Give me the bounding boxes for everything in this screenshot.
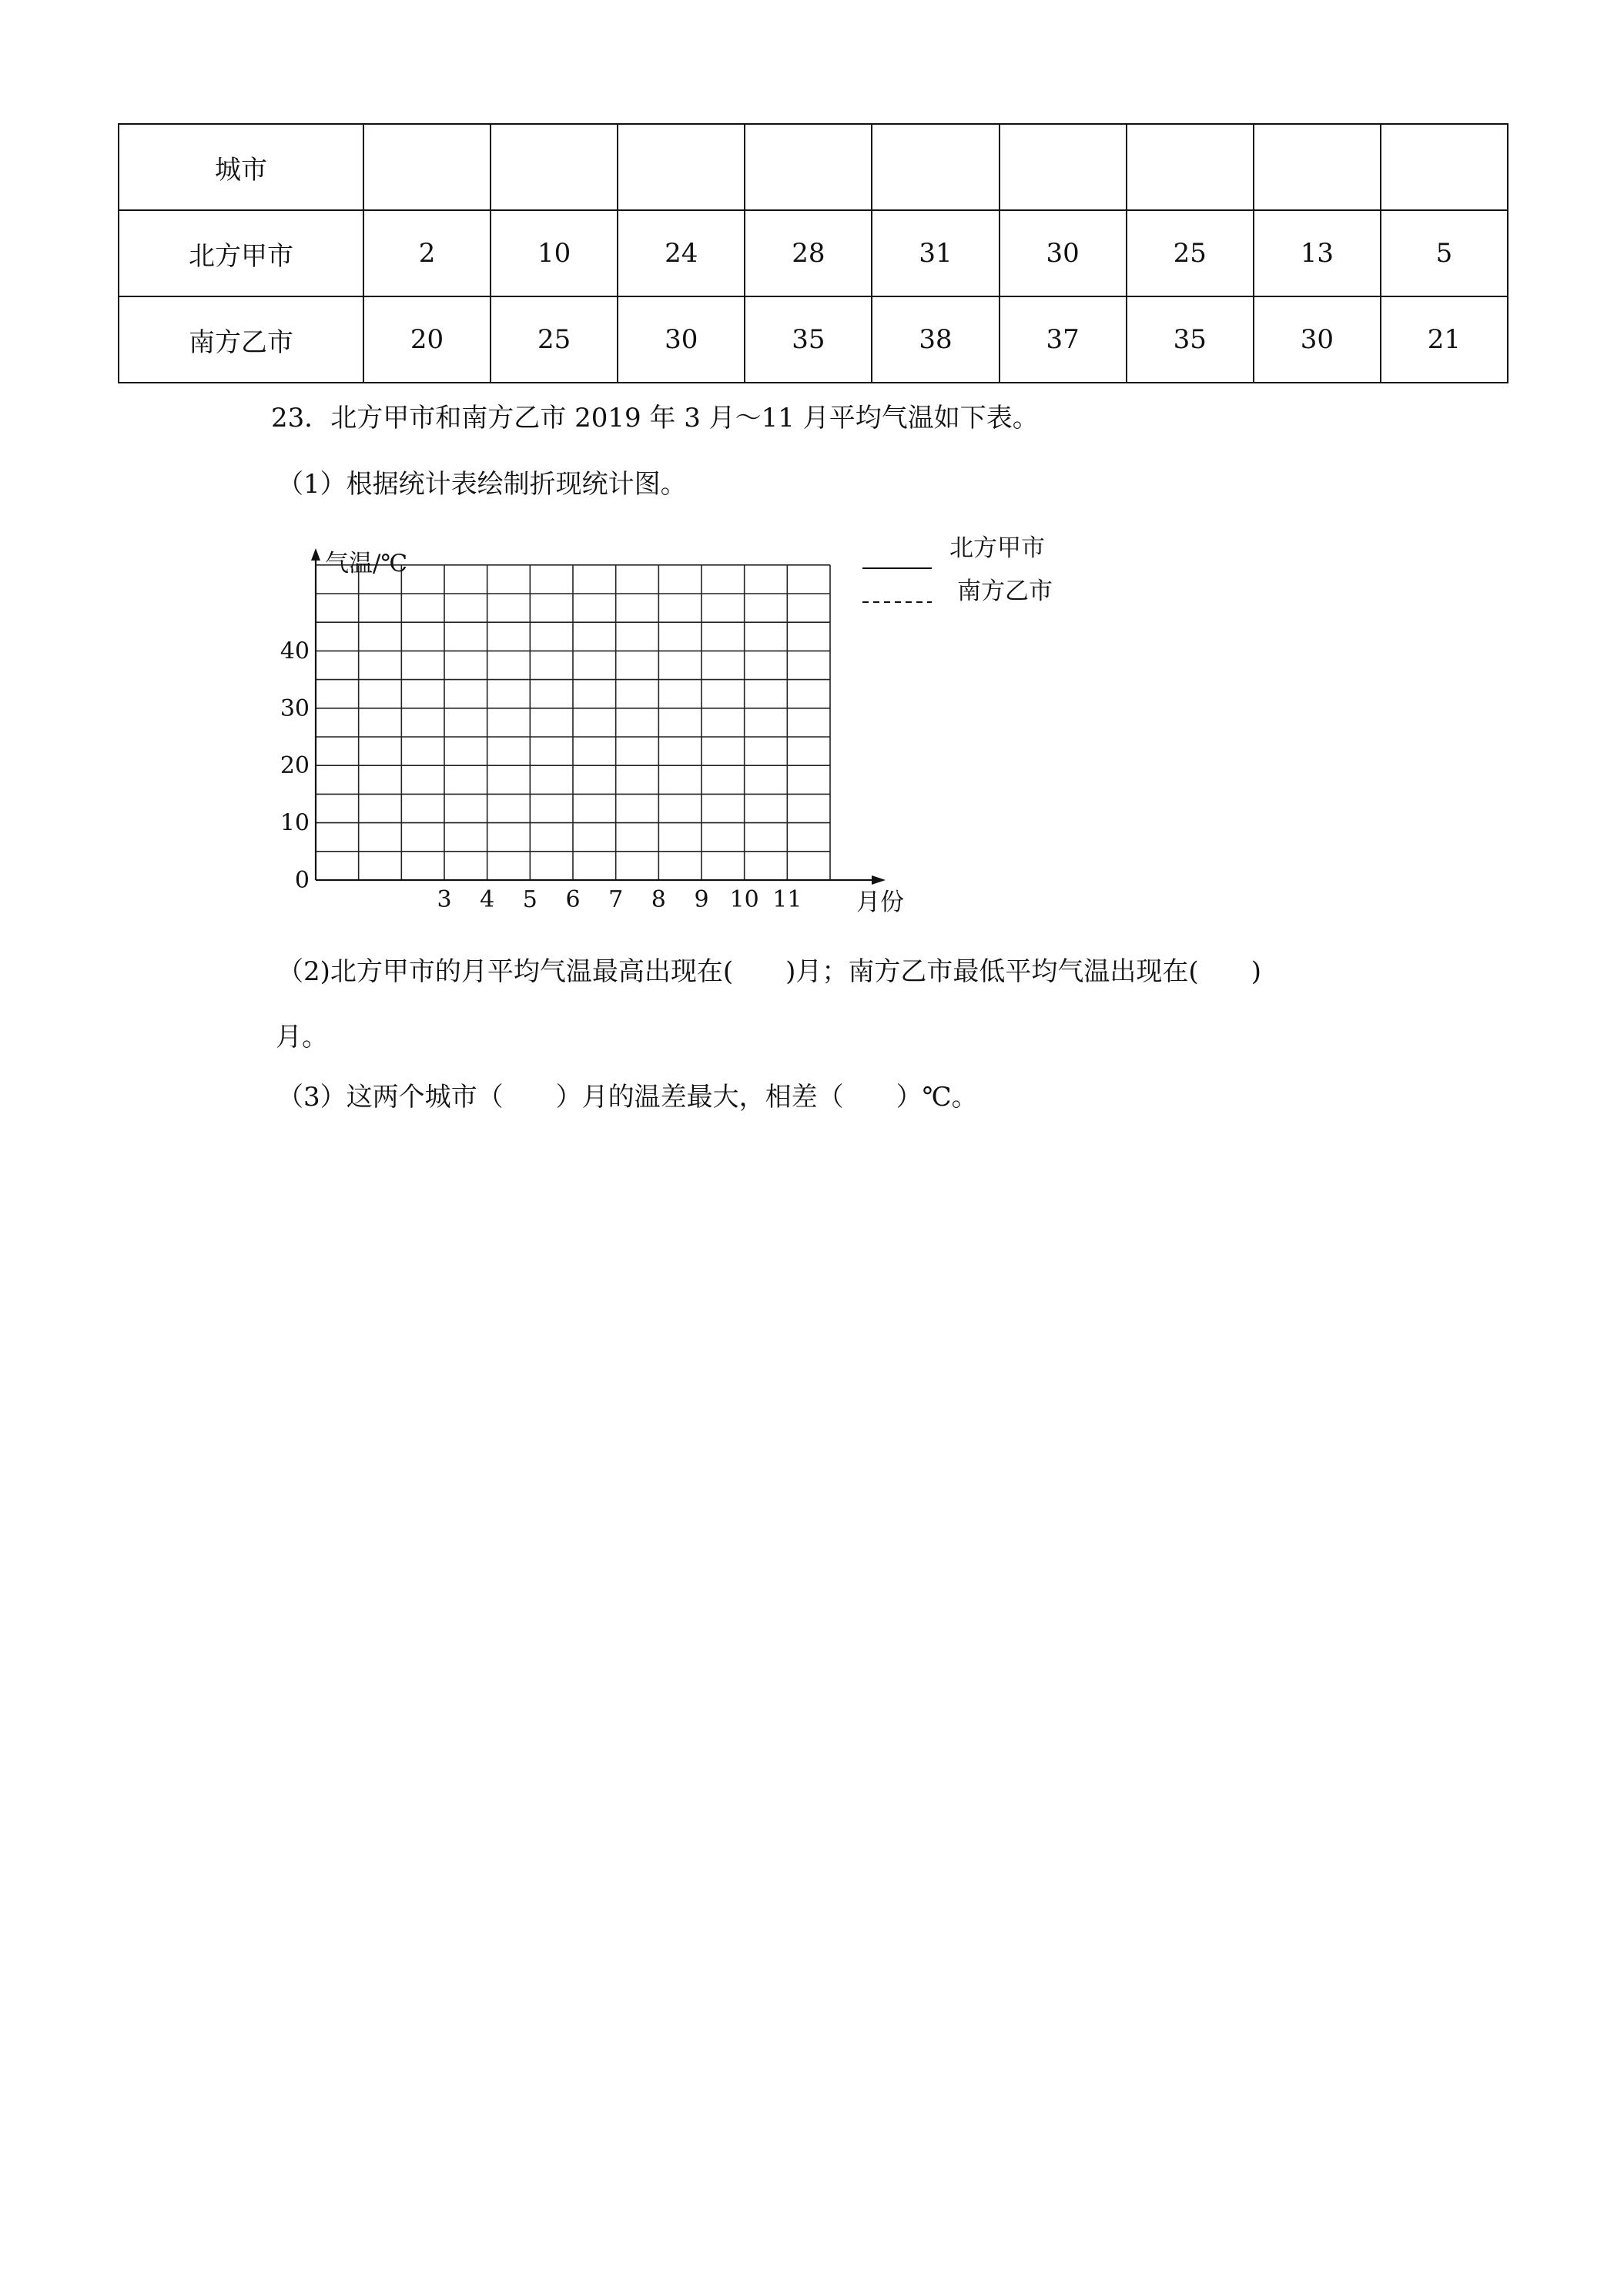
table-cell: 21 [1381, 296, 1508, 383]
table-row [119, 296, 1508, 383]
line-chart-grid [277, 539, 939, 916]
table-month-cell [1000, 124, 1127, 210]
table-month-cell [618, 124, 745, 210]
table-cell: 35 [745, 296, 872, 383]
question-part2-line1: （2)北方甲市的月平均气温最高出现在( )月；南方乙市最低平均气温出现在( ) [277, 956, 1261, 987]
x-tick-label: 6 [565, 886, 581, 913]
x-tick-label: 11 [772, 886, 802, 913]
question-part3: （3）这两个城市（ ）月的温差最大，相差（ ）℃。 [277, 1082, 978, 1113]
table-cell: 5 [1381, 210, 1508, 296]
table-cell: 10 [491, 210, 618, 296]
table-cell: 37 [1000, 296, 1127, 383]
table-row-city: 南方乙市 [119, 296, 363, 383]
legend-label-south: 南方乙市 [957, 577, 1053, 605]
temperature-table [118, 123, 1508, 383]
x-tick-label: 3 [437, 886, 452, 913]
table-month-cell [363, 124, 491, 210]
y-tick-label: 20 [280, 752, 310, 780]
table-cell: 13 [1254, 210, 1381, 296]
question-title: 23．北方甲市和南方乙市 2019 年 3 月～11 月平均气温如下表。 [271, 403, 1039, 433]
x-tick-label: 7 [608, 886, 624, 913]
x-tick-label: 4 [480, 886, 495, 913]
y-tick-label: 30 [280, 694, 310, 722]
table-cell: 38 [872, 296, 999, 383]
table-cell: 2 [363, 210, 491, 296]
table-cell: 35 [1127, 296, 1254, 383]
y-tick-label: 40 [280, 638, 310, 665]
legend-label-north: 北方甲市 [949, 534, 1045, 562]
table-month-cell [491, 124, 618, 210]
question-part1: （1）根据统计表绘制折现统计图。 [277, 469, 687, 500]
table-header-city: 城市 [119, 124, 363, 210]
y-axis-label: 气温/℃ [325, 550, 408, 577]
table-cell: 30 [1000, 210, 1127, 296]
table-cell: 30 [618, 296, 745, 383]
x-tick-label: 10 [729, 886, 759, 913]
table-month-cell [745, 124, 872, 210]
x-tick-label: 8 [651, 886, 666, 913]
x-tick-label: 9 [694, 886, 709, 913]
x-tick-label: 5 [522, 886, 537, 913]
table-cell: 30 [1254, 296, 1381, 383]
y-tick-label: 0 [294, 867, 310, 894]
table-cell: 28 [745, 210, 872, 296]
y-tick-label: 10 [280, 809, 310, 837]
table-cell: 31 [872, 210, 999, 296]
table-cell: 25 [491, 296, 618, 383]
x-axis-label: 月份 [856, 889, 904, 916]
table-month-cell [872, 124, 999, 210]
table-row-city: 北方甲市 [119, 210, 363, 296]
table-month-cell [1254, 124, 1381, 210]
table-cell: 20 [363, 296, 491, 383]
question-part2-line2: 月。 [276, 1022, 328, 1053]
table-header-row [119, 124, 1508, 210]
table-cell: 24 [618, 210, 745, 296]
table-cell: 25 [1127, 210, 1254, 296]
table-month-cell [1381, 124, 1508, 210]
table-row [119, 210, 1508, 296]
table-month-cell [1127, 124, 1254, 210]
